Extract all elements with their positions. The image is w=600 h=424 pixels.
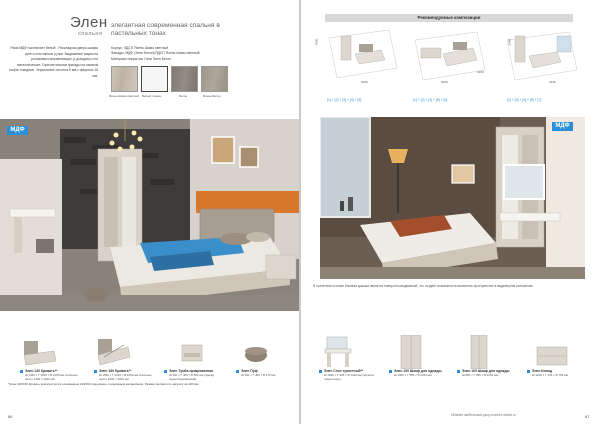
product-marker-icon bbox=[319, 370, 322, 373]
collection-subtitle: спальня bbox=[78, 31, 103, 37]
product-size: Ш 1000 × Г 595 × В 2254 мм bbox=[394, 373, 432, 377]
composition-codes: [1] + [2] + [4] + [5] + [6] bbox=[413, 98, 448, 102]
product-marker-icon bbox=[164, 370, 167, 373]
composition-codes: [1] + [2] + [3] + [4] + [5] bbox=[327, 98, 362, 102]
product-name: Элен 100 Шкаф для одежды bbox=[462, 369, 510, 373]
composition-dimension: 2400 bbox=[361, 80, 368, 84]
product-name: Элен Пуф bbox=[241, 369, 258, 373]
product-size: Ш 1656 × Г 2045 × В 1059 мм спальное место 1600 × 2000 мм bbox=[99, 373, 152, 381]
product-size: Ш 1200 × Г 445 × В 793 мм bbox=[532, 373, 568, 377]
bed-160-image bbox=[94, 335, 132, 369]
spec-line: Фасады: МДФ (Элен Бетон)/ЛДСП Ясень Шимо светлый bbox=[111, 51, 200, 56]
composition-dimension: 4940 bbox=[441, 80, 448, 84]
pouf-image bbox=[238, 335, 276, 369]
collection-tagline: элегантная современная спальня в пастельных тонах bbox=[111, 22, 220, 37]
composition-dimension: 5400 bbox=[507, 38, 512, 46]
mdf-badge: МДФ bbox=[7, 126, 28, 135]
composition-dimension: 1800 bbox=[314, 38, 319, 46]
product-name: Элен Стол туалетный** bbox=[324, 369, 364, 373]
composition-dimension: 3240 bbox=[549, 80, 556, 84]
page-number: 67 bbox=[585, 414, 590, 419]
product-marker-icon bbox=[94, 370, 97, 373]
product-name: Элен Тумба прикроватная bbox=[169, 369, 214, 373]
material-spec bbox=[111, 46, 261, 62]
product-name: Элен 160 Кровать** bbox=[99, 369, 132, 373]
product-name: Элен 140 Кровать** bbox=[25, 369, 58, 373]
composition-dimension: 2200 bbox=[477, 70, 484, 74]
page-number: 66 bbox=[8, 414, 13, 419]
wardrobe-80-image bbox=[459, 335, 497, 369]
composition-3-diagram bbox=[501, 28, 581, 88]
spec-line: Корпус: ЛДСП Ясень Шимо светлый bbox=[111, 46, 168, 50]
collection-description: Рами МДФ поставляет белый - Раскладная дверь шкафа купе и стеклянные ручки. Выдвижные ящики на роликовых направляющих (с доводом) и на металлических. Горизонтальные фасады на газовом лифте откидные. Зеркальные полотна 6 мм с фацетом 15 мм. bbox=[9, 46, 98, 78]
composition-1-diagram bbox=[319, 28, 399, 88]
dresser-image bbox=[533, 335, 571, 369]
composition-codes: [2] + [3] + [4] + [5] + [7] bbox=[507, 98, 542, 102]
product-name: Элен Комод bbox=[532, 369, 553, 373]
recommended-compositions-heading: Рекомендуемые композиции bbox=[325, 14, 573, 22]
product-marker-icon bbox=[457, 370, 460, 373]
left-page bbox=[0, 0, 299, 424]
product-marker-icon bbox=[389, 370, 392, 373]
swatch-white-gloss bbox=[141, 66, 168, 92]
mdf-badge: МДФ bbox=[552, 122, 573, 131]
bedroom-photo-vanity bbox=[320, 117, 585, 279]
swatch-label: Бетон bbox=[179, 94, 188, 98]
spec-line: Материал покрытия: Гала Элен Бетон bbox=[111, 56, 171, 61]
product-marker-icon bbox=[20, 370, 23, 373]
vanity-caption: В туалетном столике боковая крышка является поворотно-выдвижной, что создаёт возможность выхватить пространство в выдвинутом положении. bbox=[313, 284, 534, 288]
product-marker-icon bbox=[527, 370, 530, 373]
swatch-label: Ясень Бетон bbox=[203, 94, 221, 98]
product-size: Ш 450 × Г 450 × В 470 мм bbox=[241, 373, 276, 377]
product-marker-icon bbox=[236, 370, 239, 373]
wardrobe-100-image bbox=[391, 335, 429, 369]
swatch-label: Белый глянец bbox=[142, 94, 162, 98]
bedroom-photo bbox=[0, 119, 299, 311]
product-size: Ш 1456 × Г 2045 × В 1059 мм спальное место 1400 × 2000 мм bbox=[25, 373, 78, 381]
bed-140-image bbox=[20, 335, 58, 369]
collection-title: Элен bbox=[70, 14, 108, 31]
swatch-ash-concrete bbox=[201, 66, 228, 92]
right-page bbox=[301, 0, 600, 424]
product-name: Элен 100 Шкаф для одежды bbox=[394, 369, 442, 373]
swatch-label: Ясень Шимо светлый bbox=[109, 94, 139, 98]
swatch-ash bbox=[111, 66, 138, 92]
catalog-footer: eMarket мебельный двор market.media.ru bbox=[451, 413, 516, 417]
swatch-concrete bbox=[171, 66, 198, 92]
product-size: Ш 1060 × Г 495 × В 1422 мм (зеркало поворотное) bbox=[324, 373, 375, 381]
composition-2-diagram bbox=[409, 28, 489, 88]
footnote: *Элен 140/160 Кровать комплектуется основанием 140/160 подъёмное, подъёмным механизмом. Размер матраса по запросу на 190 мм. bbox=[8, 382, 200, 386]
bedside-table-image bbox=[176, 335, 214, 369]
product-size: Ш 800 × Г 595 × В 2254 мм bbox=[462, 373, 498, 377]
product-size: Ш 450 × Г 405 × В 500 мм (фасад переоткидываемый) bbox=[169, 373, 214, 381]
vanity-table-image bbox=[319, 335, 357, 369]
